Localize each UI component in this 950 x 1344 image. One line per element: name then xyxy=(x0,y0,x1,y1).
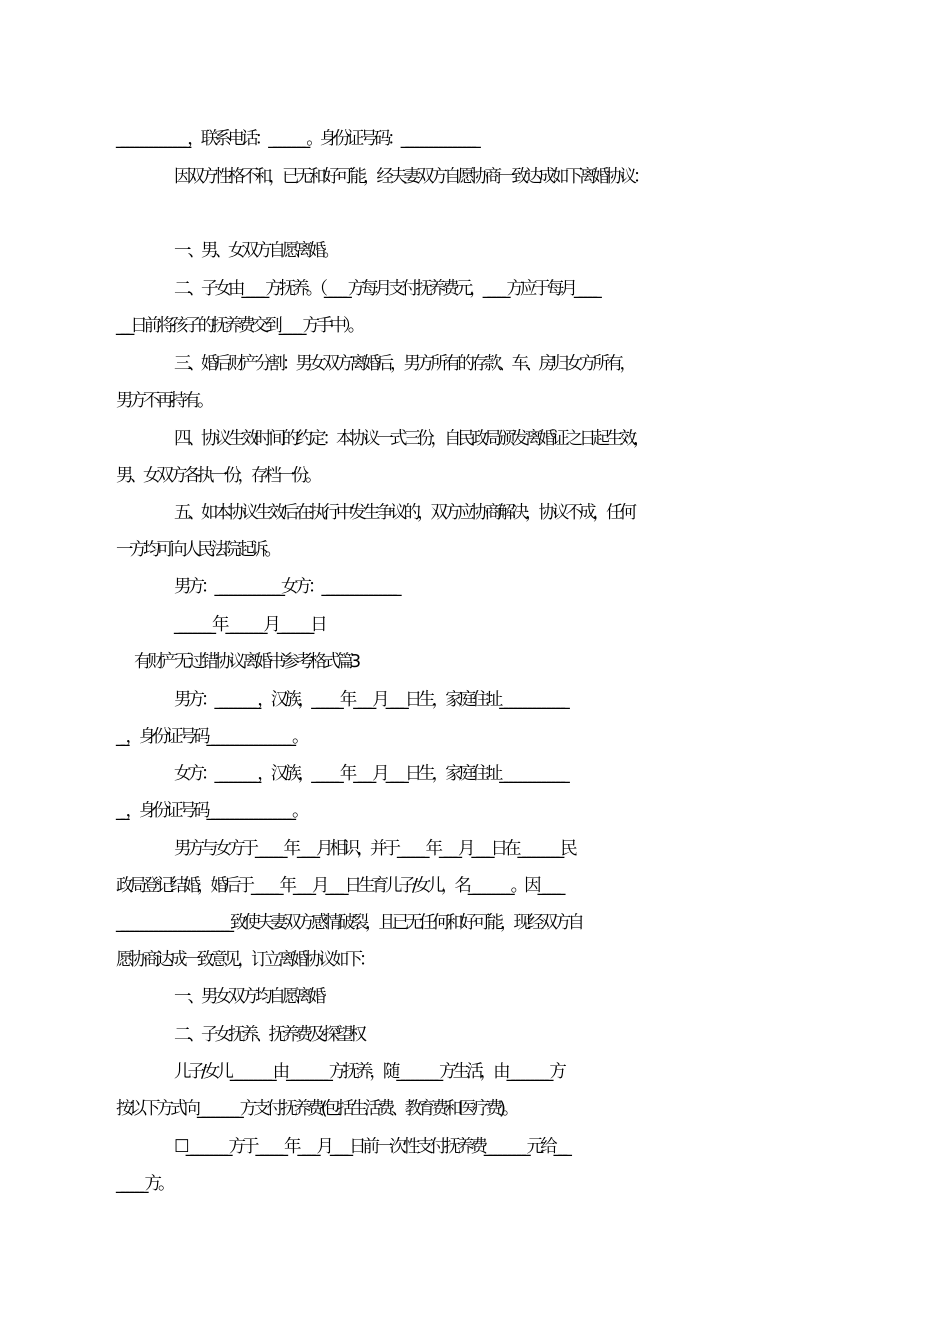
clause-4: 四、协议生效时间的约定：本协议一式三份，自民政局颁发离婚证之日起生效， xyxy=(174,429,647,449)
date-line: ________年________月_______日 xyxy=(174,615,324,635)
section-clause-1: 一、男女双方均自愿离婚 xyxy=(174,987,323,1007)
section-title: 有财产无过错协议离婚书参考格式篇3 xyxy=(134,652,358,672)
preamble: 因双方性格不和，已无和好可能，经夫妻双方自愿协商一致达成如下离婚协议： xyxy=(174,167,647,187)
wife-info: 女方：_________，汉族，______年____月____日生，家庭住址______________ xyxy=(174,764,566,784)
payment-option: ☐_________方于______年____月____日前一次性支付抚养费_________元给___ xyxy=(174,1137,568,1157)
custody-line: 儿子/女儿_________由_________方抚养，随_________方生活，由_________方 xyxy=(174,1062,563,1082)
clause-5-cont: 一方均可向人民法院起诉。 xyxy=(116,540,278,560)
clause-1: 一、男、女双方自愿离婚。 xyxy=(174,241,336,261)
clause-2-cont: ___日前将孩子的抚养费交到_____方手中）。 xyxy=(116,316,362,336)
custody-line-cont: 按以下方式向_________方支付抚养费(包括生活费、教育费和医疗费)。 xyxy=(116,1099,516,1119)
husband-info-cont: __，身份证号码__________________。 xyxy=(116,727,306,747)
payment-option-cont: ______方。 xyxy=(116,1174,172,1194)
marriage-history: 男方与女方于______年____月相识，并于______年____月____日在_________民 xyxy=(174,839,574,859)
contact-line: _______________，联系电话：________。身份证号码：________________ xyxy=(116,129,477,149)
clause-5: 五、如本协议生效后在执行中发生争议的，双方应协商解决，协议不成，任何 xyxy=(174,503,633,523)
signature-line: 男方：______________女方：________________ xyxy=(174,577,398,597)
clause-2: 二、子女由_____方抚养。（_____方每月支付抚养费元，_____方应于每月_____ xyxy=(174,279,598,299)
husband-info: 男方：_________，汉族，______年____月____日生，家庭住址______________ xyxy=(174,690,566,710)
marriage-history-cont-3: 愿协商达成一致意见，订立离婚协议如下： xyxy=(116,950,373,970)
wife-info-cont: __，身份证号码__________________。 xyxy=(116,801,306,821)
clause-3-cont: 男方不再持有。 xyxy=(116,391,211,411)
clause-3: 三、婚后财产分割：男女双方离婚后，男方所有的存款、车、房归女方所有， xyxy=(174,354,633,374)
clause-4-cont: 男、女双方各执一份，存档一份。 xyxy=(116,466,319,486)
marriage-history-cont-2: ________________________致使夫妻双方感情破裂，且已无任何和好可能，现经双方自 xyxy=(116,913,581,933)
marriage-history-cont-1: 政局登记结婚，婚后于______年____月____日生育儿子/女儿，名_________。因_____ xyxy=(116,876,562,896)
section-clause-2: 二、子女抚养、抚养费及探望权 xyxy=(174,1025,363,1045)
